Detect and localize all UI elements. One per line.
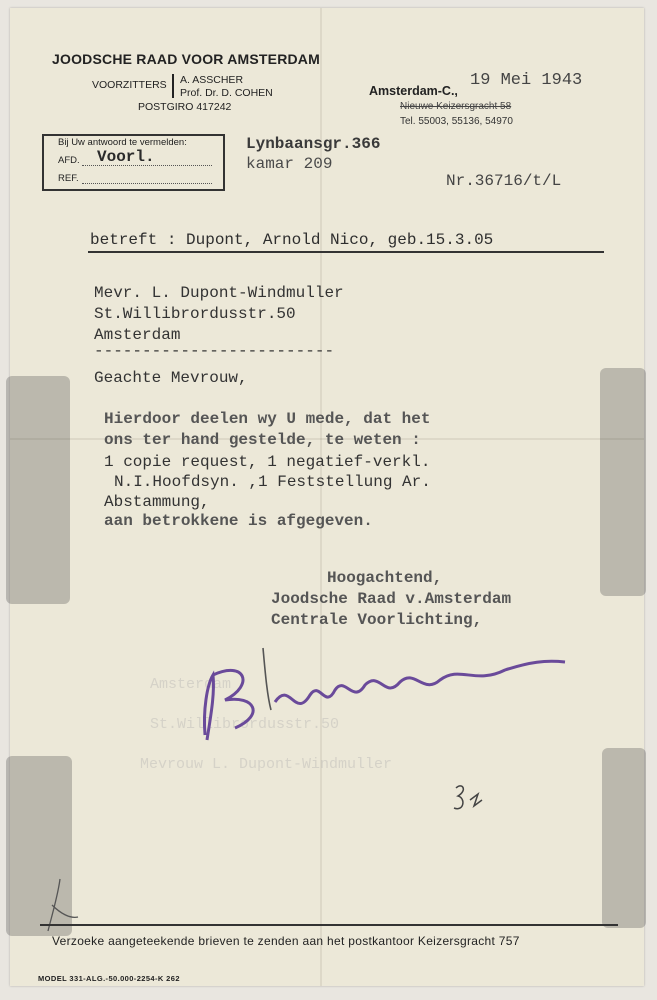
body-line-6: aan betrokkene is afgegeven. [104,512,373,530]
old-address-struck: Nieuwe Keizersgracht 58 [400,101,512,112]
body-line-2: ons ter hand gestelde, te weten : [104,431,421,449]
salutation: Geachte Mevrouw, [94,369,248,387]
show-through-text: Amsterdam [150,676,232,693]
ref-dotline [82,183,212,184]
subject-line: betreft : Dupont, Arnold Nico, geb.15.3.05 [90,231,494,249]
organization-name: JOODSCHE RAAD VOOR AMSTERDAM [52,51,320,67]
recipient-street: St.Willibrordusstr.50 [94,305,296,323]
closing-greeting: Hoogachtend, [327,569,443,587]
footer-notice: Verzoeke aangeteekende brieven te zenden aan het postkantoor Keizersgracht 757 [52,934,520,948]
chairmen-bracket [172,74,174,98]
postgiro: POSTGIRO 417242 [138,101,232,113]
typed-address-line2: kamar 209 [246,155,333,173]
typed-address-line1: Lynbaansgr.366 [246,135,381,153]
tape-mark-right-top [600,368,646,596]
show-through-text: Mevrouw L. Dupont-Windmuller [140,756,393,773]
tape-mark-left-top [6,376,70,604]
body-line-4: N.I.Hoofdsyn. ,1 Feststellung Ar. [114,473,431,491]
closing-org: Joodsche Raad v.Amsterdam [271,590,512,608]
tape-mark-right-bottom [602,748,646,928]
subject-rule [88,251,604,253]
closing-dept: Centrale Voorlichting, [271,611,483,629]
chairman-cohen: Prof. Dr. D. COHEN [180,87,273,99]
afd-label: AFD. [58,155,80,166]
letter-date: 19 Mei 1943 [470,71,583,90]
pencil-mark [30,875,90,935]
chairman-asscher: A. ASSCHER [180,74,244,86]
telephone-numbers: Tel. 55003, 55136, 54970 [400,116,513,127]
show-through-text: St.Willibrordusstr.50 [150,716,340,733]
body-line-1: Hierdoor deelen wy U mede, dat het [104,410,431,428]
handwritten-signature [185,640,575,750]
afd-value: Voorl. [97,148,155,166]
recipient-name: Mevr. L. Dupont-Windmuller [94,284,344,302]
recipient-city: Amsterdam [94,326,181,344]
model-number: MODEL 331-ALG.-50.000-2254-K 262 [38,974,180,983]
footer-rule [40,924,618,926]
recipient-separator: ------------------------- [94,342,335,360]
chairmen-label: VOORZITTERS [92,79,167,91]
reference-instruction: Bij Uw antwoord te vermelden: [58,137,187,148]
reference-number: Nr.36716/t/L [446,172,562,190]
body-line-3: 1 copie request, 1 negatief-verkl. [104,453,431,471]
body-line-5: Abstammung, [104,493,210,511]
handwritten-initials [448,778,488,818]
ref-label: REF. [58,173,79,184]
letterhead-city: Amsterdam-C., [369,84,458,98]
